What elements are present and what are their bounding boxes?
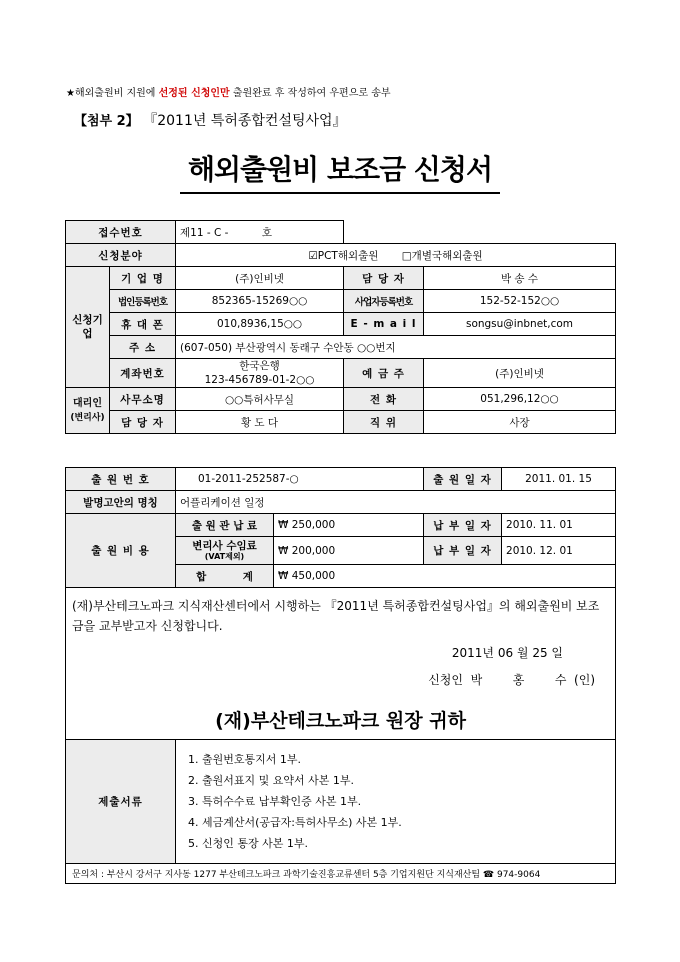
application-no-value[interactable]: 01-2011-252587-○	[176, 468, 424, 491]
document-item: 4. 세금계산서(공급자:특허사무소) 사본 1부.	[188, 816, 402, 829]
agent-office-value[interactable]: ○○특허사무실	[176, 388, 344, 411]
corp-no-value[interactable]: 852365-15269○○	[176, 290, 344, 313]
attorney-date-value[interactable]: 2010. 12. 01	[502, 537, 616, 565]
holder-label: 예 금 주	[344, 359, 424, 388]
account-number: 123-456789-01-2○○	[204, 374, 315, 386]
total-label: 합 계	[176, 565, 274, 588]
field-options	[176, 244, 616, 267]
corp-no-label: 법인등록번호	[110, 290, 176, 313]
blank-cell	[344, 221, 616, 244]
email-label: E - m a i l	[344, 313, 424, 336]
document-item: 3. 특허수수료 납부확인증 사본 1부.	[188, 795, 362, 808]
company-manager-label: 담 당 자	[344, 267, 424, 290]
application-no-label: 출 원 번 호	[66, 468, 176, 491]
agent-position-value[interactable]: 사장	[424, 411, 616, 434]
total-value[interactable]: ₩ 450,000	[274, 565, 616, 588]
agent-tel-value[interactable]: 051,296,12○○	[424, 388, 616, 411]
company-name-value[interactable]: (주)인비넷	[176, 267, 344, 290]
reception-value[interactable]: 제11 - C - 호	[176, 221, 344, 244]
account-label: 계좌번호	[110, 359, 176, 388]
notice-prefix: ★해외출원비 지원에	[66, 88, 159, 99]
attachment-heading	[74, 110, 347, 130]
documents-list	[176, 740, 616, 864]
document-item: 1. 출원번호통지서 1부.	[188, 753, 301, 766]
holder-value[interactable]: (주)인비넷	[424, 359, 616, 388]
agent-tel-label: 전 화	[344, 388, 424, 411]
attorney-fee-value[interactable]: ₩ 200,000	[274, 537, 424, 565]
attachment-label: 【첨부 2】	[74, 114, 139, 129]
company-name-label: 기 업 명	[110, 267, 176, 290]
notice-suffix: 출원완료 후 작성하여 우편으로 송부	[229, 88, 391, 99]
biz-no-label: 사업자등록번호	[344, 290, 424, 313]
notice-line	[66, 84, 391, 99]
notice-highlight: 선정된 신청인만	[158, 88, 230, 99]
page-title: 해외출원비 보조금 신청서	[180, 148, 500, 194]
documents-label: 제출서류	[66, 740, 176, 864]
statement-body: (재)부산테크노파크 지식재산센터에서 시행하는 『2011년 특허종합컨설팅사업』의 해외출원비 보조금을 교부받고자 신청합니다.	[72, 599, 600, 633]
agent-office-label: 사무소명	[110, 388, 176, 411]
field-label: 신청분야	[66, 244, 176, 267]
option-national-checkbox[interactable]: □개별국해외출원	[401, 249, 483, 262]
agent-group-label	[66, 388, 110, 434]
phone-label: 휴 대 폰	[110, 313, 176, 336]
agent-manager-label: 담 당 자	[110, 411, 176, 434]
statement-addressee: (재)부산테크노파크 원장 귀하	[215, 710, 466, 732]
option-pct-checkbox[interactable]: ☑PCT해외출원	[308, 249, 379, 262]
document-item: 5. 신청인 통장 사본 1부.	[188, 837, 308, 850]
account-value[interactable]	[176, 359, 344, 388]
applicant-info-table	[65, 220, 616, 434]
address-value[interactable]: (607-050) 부산광역시 동래구 수안동 ○○번지	[176, 336, 616, 359]
attachment-project: 『2011년 특허종합컨설팅사업』	[143, 113, 347, 129]
statement-block	[66, 588, 616, 740]
fee-pay-label: 납 부 일 자	[424, 514, 502, 537]
agent-group-sub: (변리사)	[70, 412, 105, 423]
contact-footer: 문의처 : 부산시 강서구 지사동 1277 부산테크노파크 과학기술진흥교류센터 5층 기업지원단 지식재산팀 ☎ 974-9064	[66, 864, 616, 884]
invention-value[interactable]: 어플리케이션 일정	[176, 491, 616, 514]
attorney-fee-title: 변리사 수임료	[192, 540, 257, 552]
document-item: 2. 출원서표지 및 요약서 사본 1부.	[188, 774, 354, 787]
statement-applicant: 신청인 박 홍 수 (인)	[428, 673, 596, 687]
invention-label: 발명고안의 명칭	[66, 491, 176, 514]
attorney-fee-sub: (VAT제외)	[204, 552, 245, 561]
attorney-fee-label	[176, 537, 274, 565]
fee-value[interactable]: ₩ 250,000	[274, 514, 424, 537]
biz-no-value[interactable]: 152-52-152○○	[424, 290, 616, 313]
agent-group-title: 대리인	[73, 397, 102, 409]
reception-label: 접수번호	[66, 221, 176, 244]
address-label: 주 소	[110, 336, 176, 359]
attorney-pay-label: 납 부 일 자	[424, 537, 502, 565]
application-date-value[interactable]: 2011. 01. 15	[502, 468, 616, 491]
agent-manager-value[interactable]: 황 도 다	[176, 411, 344, 434]
company-manager-value[interactable]: 박 송 수	[424, 267, 616, 290]
email-value[interactable]: songsu@inbnet,com	[424, 313, 616, 336]
bank-name: 한국은행	[239, 360, 280, 372]
agent-position-label: 직 위	[344, 411, 424, 434]
phone-value[interactable]: 010,8936,15○○	[176, 313, 344, 336]
fee-label: 출 원 관 납 료	[176, 514, 274, 537]
application-table	[65, 467, 616, 884]
application-date-label: 출 원 일 자	[424, 468, 502, 491]
fee-date-value[interactable]: 2010. 11. 01	[502, 514, 616, 537]
cost-label: 출 원 비 용	[66, 514, 176, 588]
company-group-label: 신청기업	[66, 267, 110, 388]
statement-date: 2011년 06 월 25 일	[451, 646, 564, 660]
